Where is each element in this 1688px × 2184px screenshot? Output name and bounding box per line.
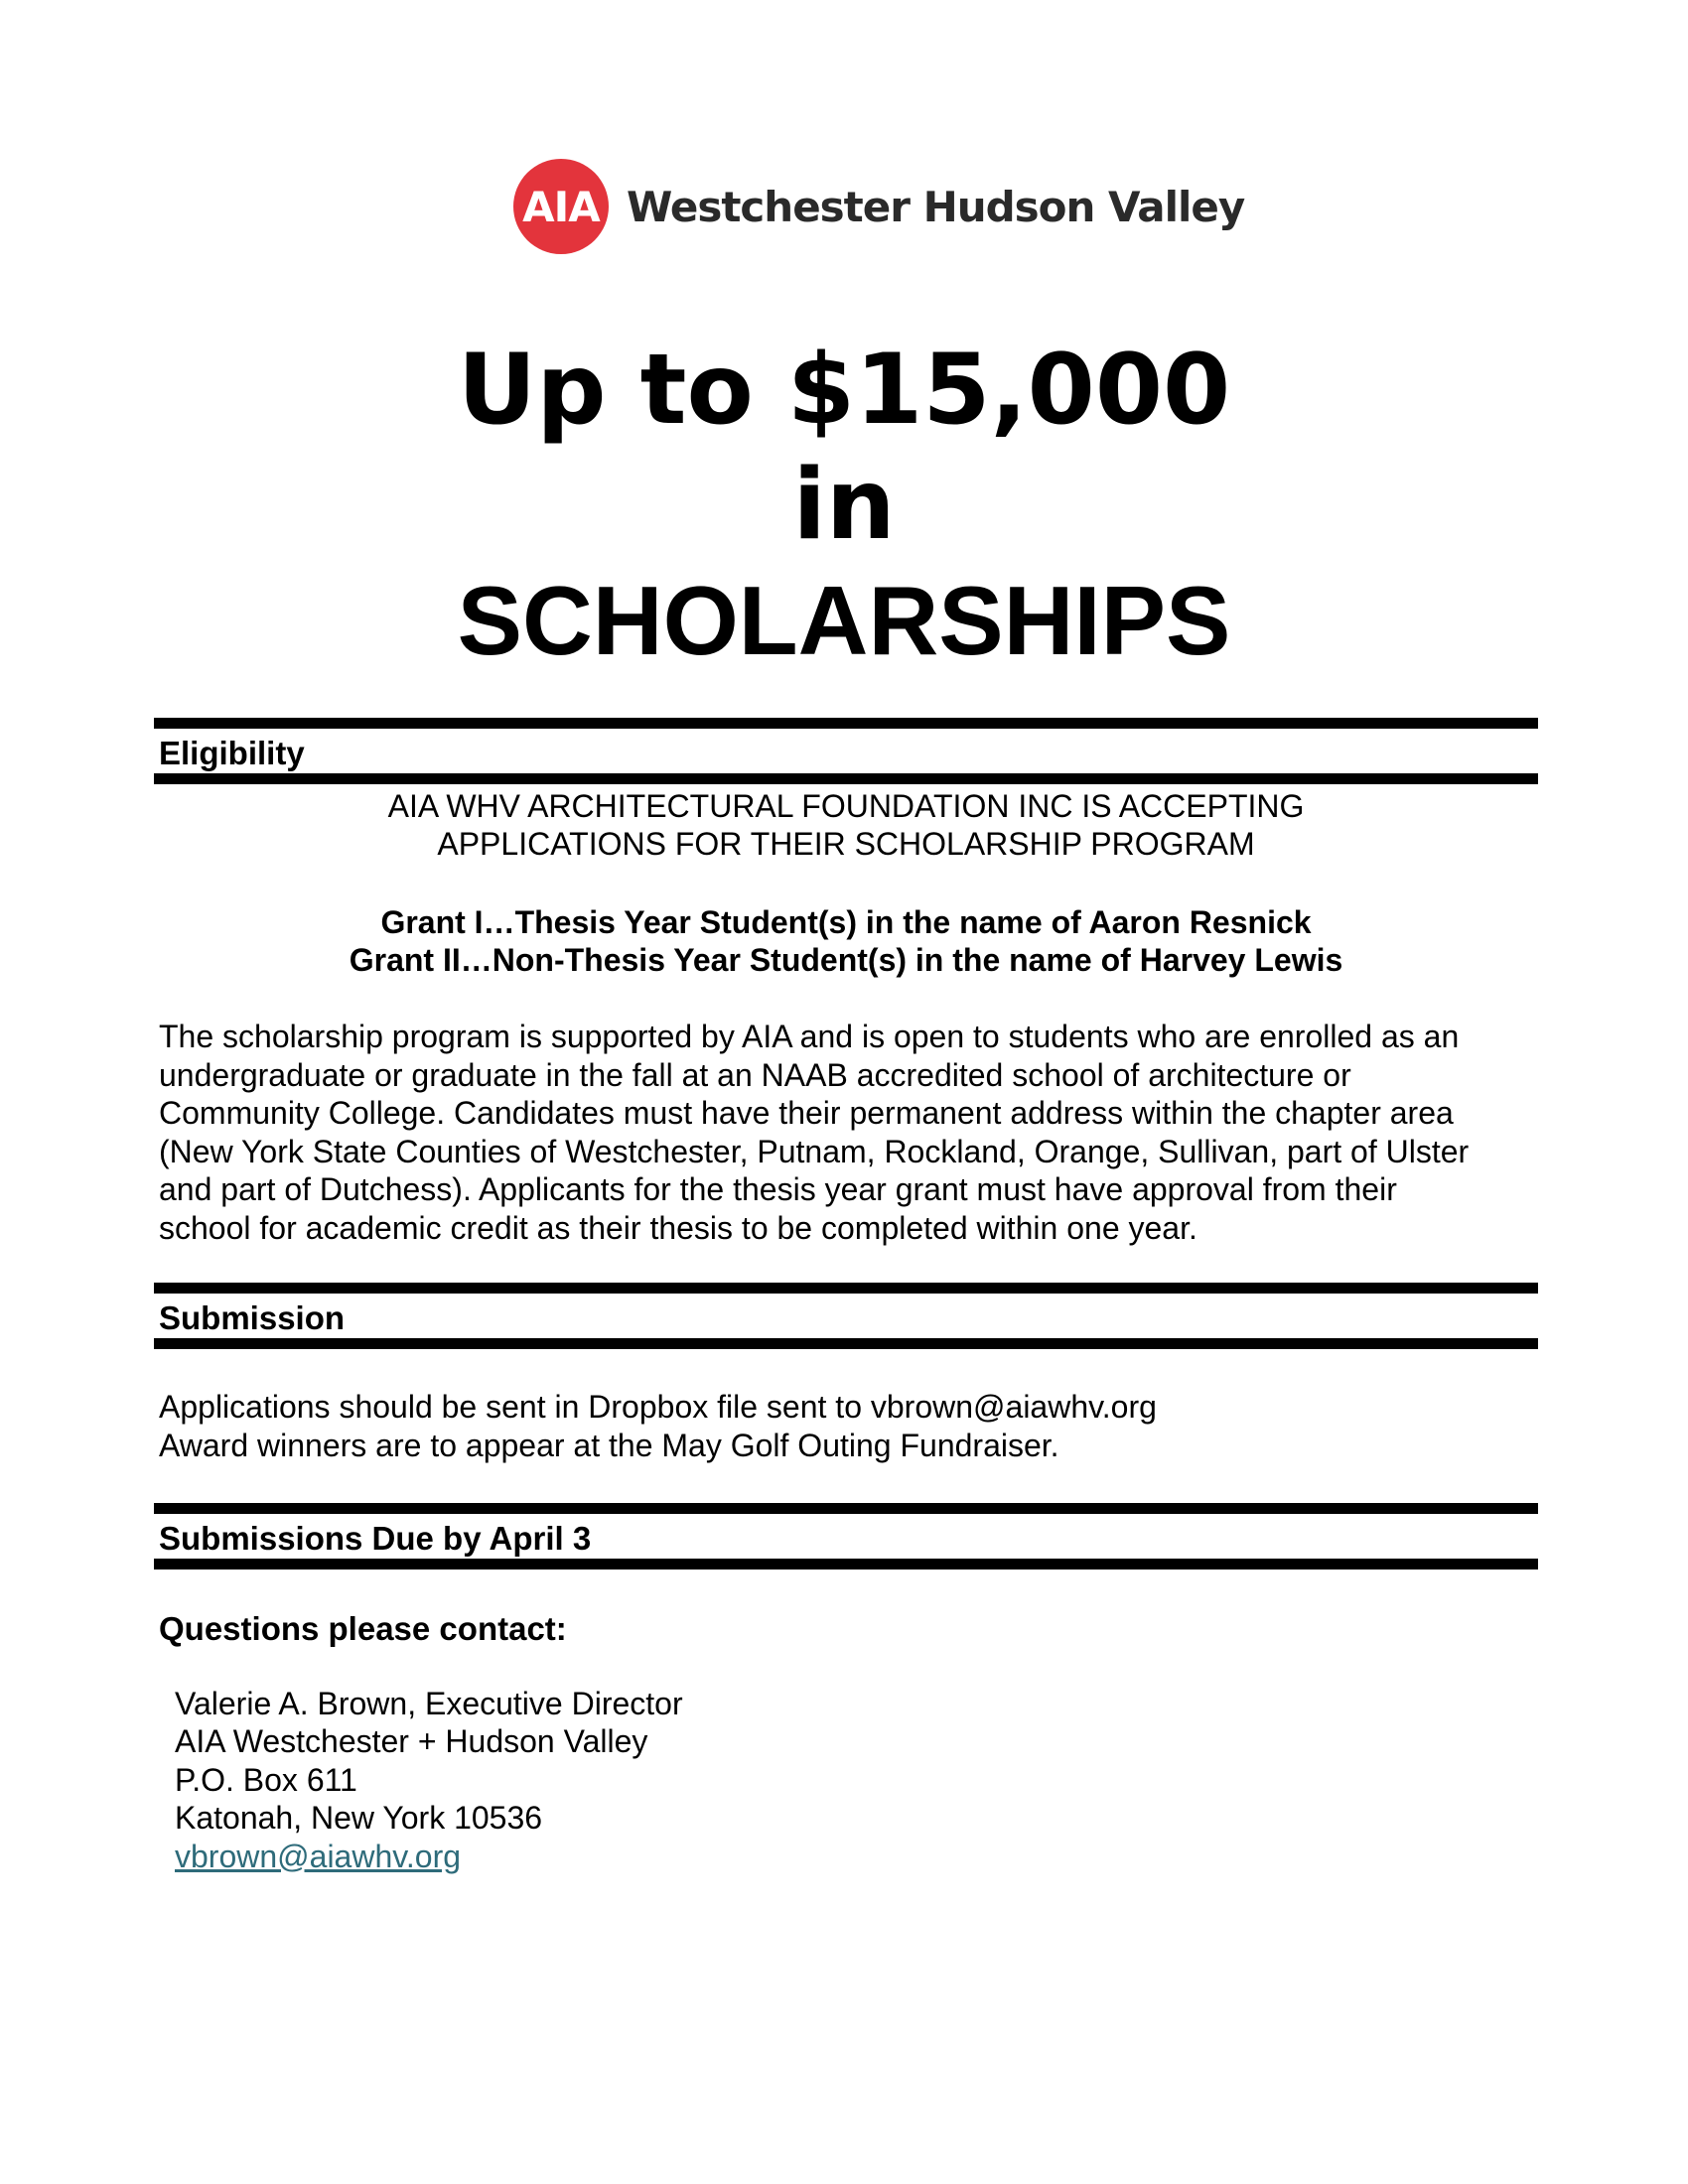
contact-block <box>175 1685 683 1875</box>
submission-body <box>159 1388 1549 1464</box>
divider-bar <box>154 773 1538 784</box>
divider-bar <box>154 1283 1538 1294</box>
aia-seal: AIA <box>513 159 609 254</box>
submission-line: Applications should be sent in Dropbox file sent to vbrown@aiawhv.org <box>159 1389 1157 1425</box>
contact-po-box: P.O. Box 611 <box>175 1761 357 1798</box>
eligibility-heading: Eligibility <box>159 735 305 771</box>
contact-name: Valerie A. Brown, Executive Director <box>175 1686 683 1721</box>
org-logo <box>513 159 1244 254</box>
body-line: Community College. Candidates must have their permanent address within the chapter area <box>159 1095 1454 1132</box>
grant-two: Grant II…Non-Thesis Year Student(s) in the name of Harvey Lewis <box>349 942 1343 978</box>
contact-org: AIA Westchester + Hudson Valley <box>175 1723 648 1760</box>
headline-in: in <box>792 449 896 562</box>
eligibility-body <box>159 1018 1549 1248</box>
body-line: (New York State Counties of Westchester, Putnam, Rockland, Orange, Sullivan, part of Ulster <box>159 1133 1470 1169</box>
announcement-line: APPLICATIONS FOR THEIR SCHOLARSHIP PROGRAM <box>437 826 1255 862</box>
submission-line: Award winners are to appear at the May Golf Outing Fundraiser. <box>159 1427 1059 1463</box>
divider-bar <box>154 1559 1538 1570</box>
due-date-heading: Submissions Due by April 3 <box>159 1520 592 1557</box>
grant-one: Grant I…Thesis Year Student(s) in the name of Aaron Resnick <box>380 904 1312 940</box>
divider-bar <box>154 718 1538 729</box>
submission-heading: Submission <box>159 1299 346 1336</box>
contact-city: Katonah, New York 10536 <box>175 1800 543 1837</box>
divider-bar <box>154 1338 1538 1349</box>
announcement-line: AIA WHV ARCHITECTURAL FOUNDATION INC IS ACCEPTING <box>387 788 1305 824</box>
headline-amount: Up to $15,000 <box>457 334 1231 447</box>
body-line: The scholarship program is supported by AIA and is open to students who are enrolled as an <box>159 1019 1460 1054</box>
org-name: Westchester Hudson Valley <box>627 182 1245 231</box>
body-line: and part of Dutchess). Applicants for the thesis year grant must have approval from their <box>159 1171 1397 1208</box>
headline-scholarships: SCHOLARSHIPS <box>457 566 1231 675</box>
body-line: school for academic credit as their thesis to be completed within one year. <box>159 1209 1197 1246</box>
divider-bar <box>154 1503 1538 1514</box>
body-line: undergraduate or graduate in the fall at an NAAB accredited school of architecture or <box>159 1056 1351 1093</box>
contact-heading: Questions please contact: <box>159 1610 567 1647</box>
contact-email-link[interactable]: vbrown@aiawhv.org <box>175 1838 462 1874</box>
